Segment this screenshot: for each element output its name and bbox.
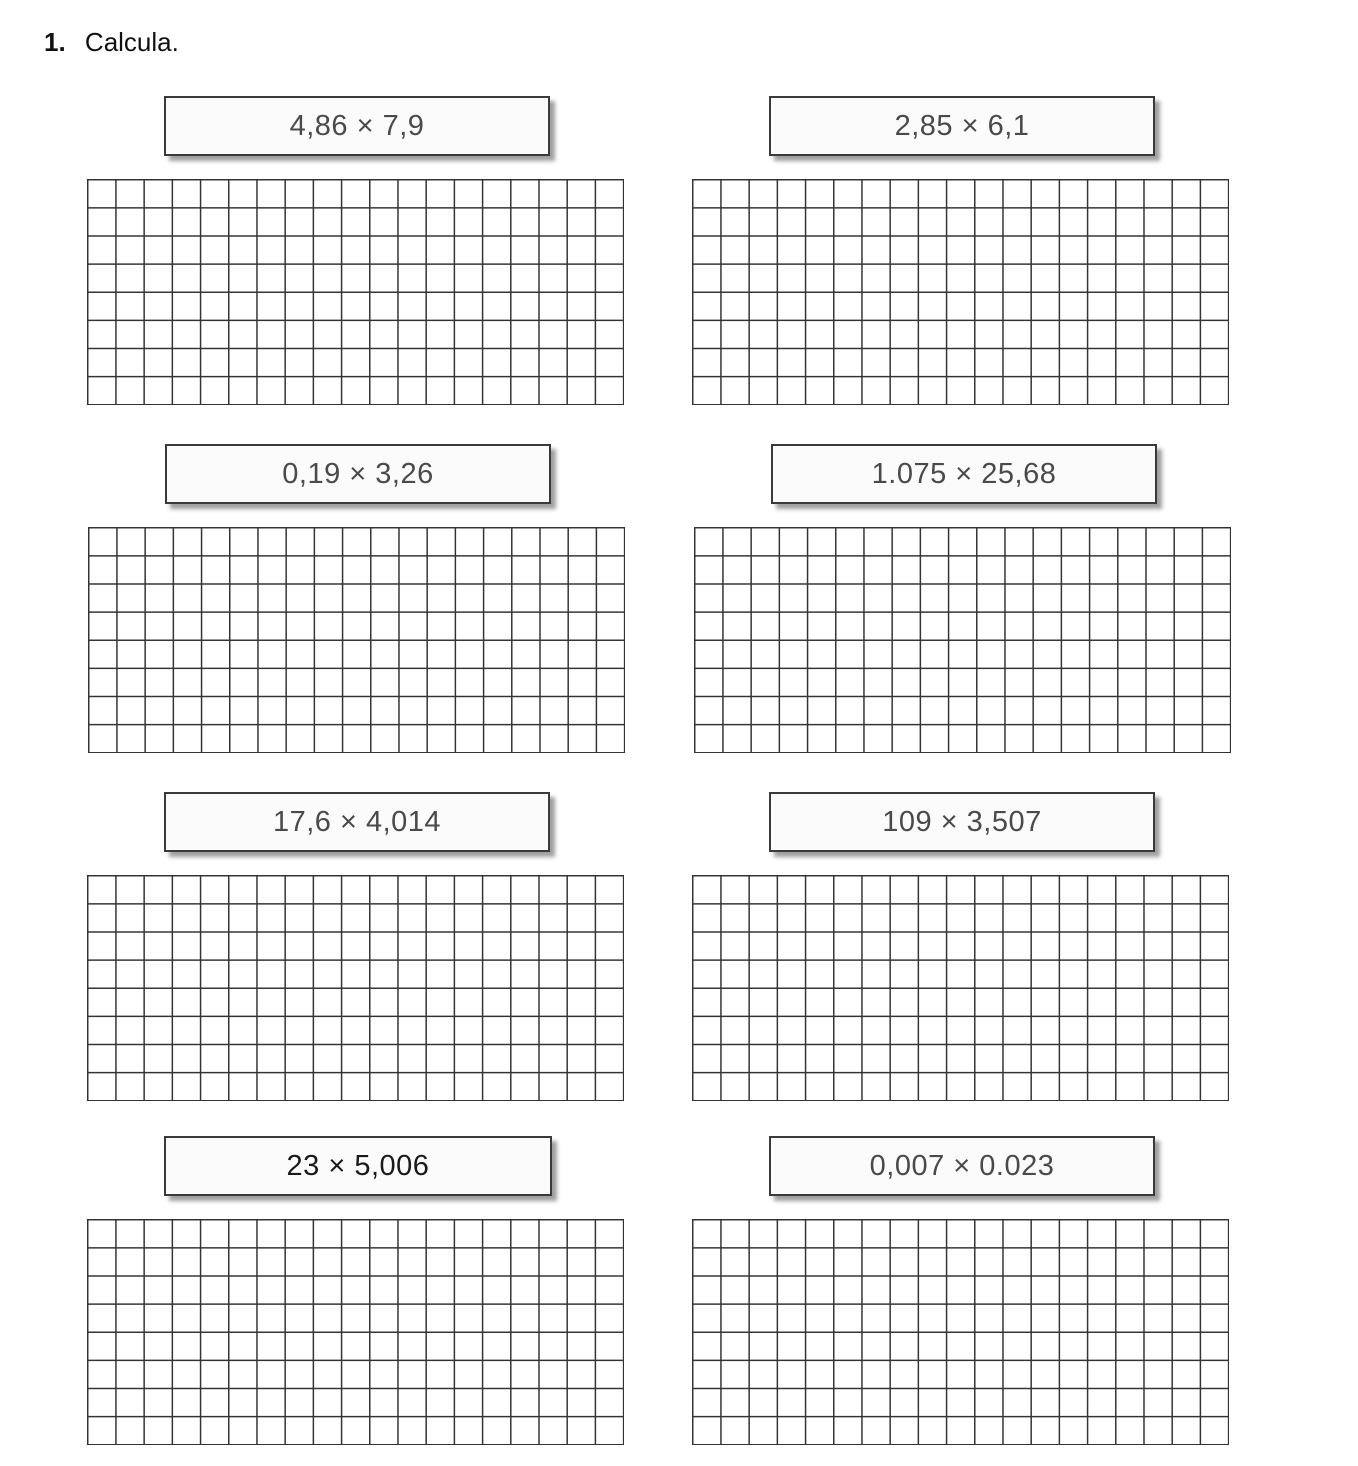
problem-1 xyxy=(87,96,647,426)
problem-8 xyxy=(692,1136,1252,1466)
expression-box: 0,007 × 0.023 xyxy=(769,1136,1155,1196)
answer-grid[interactable] xyxy=(692,875,1229,1101)
problem-6 xyxy=(692,792,1252,1122)
problem-3 xyxy=(88,444,648,774)
expression-box: 23 × 5,006 xyxy=(164,1136,552,1196)
exercise-instruction: Calcula. xyxy=(84,27,179,57)
expression-box: 0,19 × 3,26 xyxy=(165,444,551,504)
answer-grid[interactable] xyxy=(87,179,624,405)
expression-box: 1.075 × 25,68 xyxy=(771,444,1157,504)
expression-box: 109 × 3,507 xyxy=(769,792,1155,852)
answer-grid[interactable] xyxy=(87,1219,624,1445)
problem-4 xyxy=(694,444,1254,774)
problem-2 xyxy=(692,96,1252,426)
exercise-header xyxy=(44,24,179,60)
expression-box: 4,86 × 7,9 xyxy=(164,96,550,156)
problem-5 xyxy=(87,792,647,1122)
answer-grid[interactable] xyxy=(88,527,625,753)
problem-7 xyxy=(87,1136,647,1466)
expression-box: 17,6 × 4,014 xyxy=(164,792,550,852)
answer-grid[interactable] xyxy=(87,875,624,1101)
exercise-number: 1. xyxy=(44,27,66,57)
answer-grid[interactable] xyxy=(694,527,1231,753)
expression-box: 2,85 × 6,1 xyxy=(769,96,1155,156)
answer-grid[interactable] xyxy=(692,1219,1229,1445)
answer-grid[interactable] xyxy=(692,179,1229,405)
